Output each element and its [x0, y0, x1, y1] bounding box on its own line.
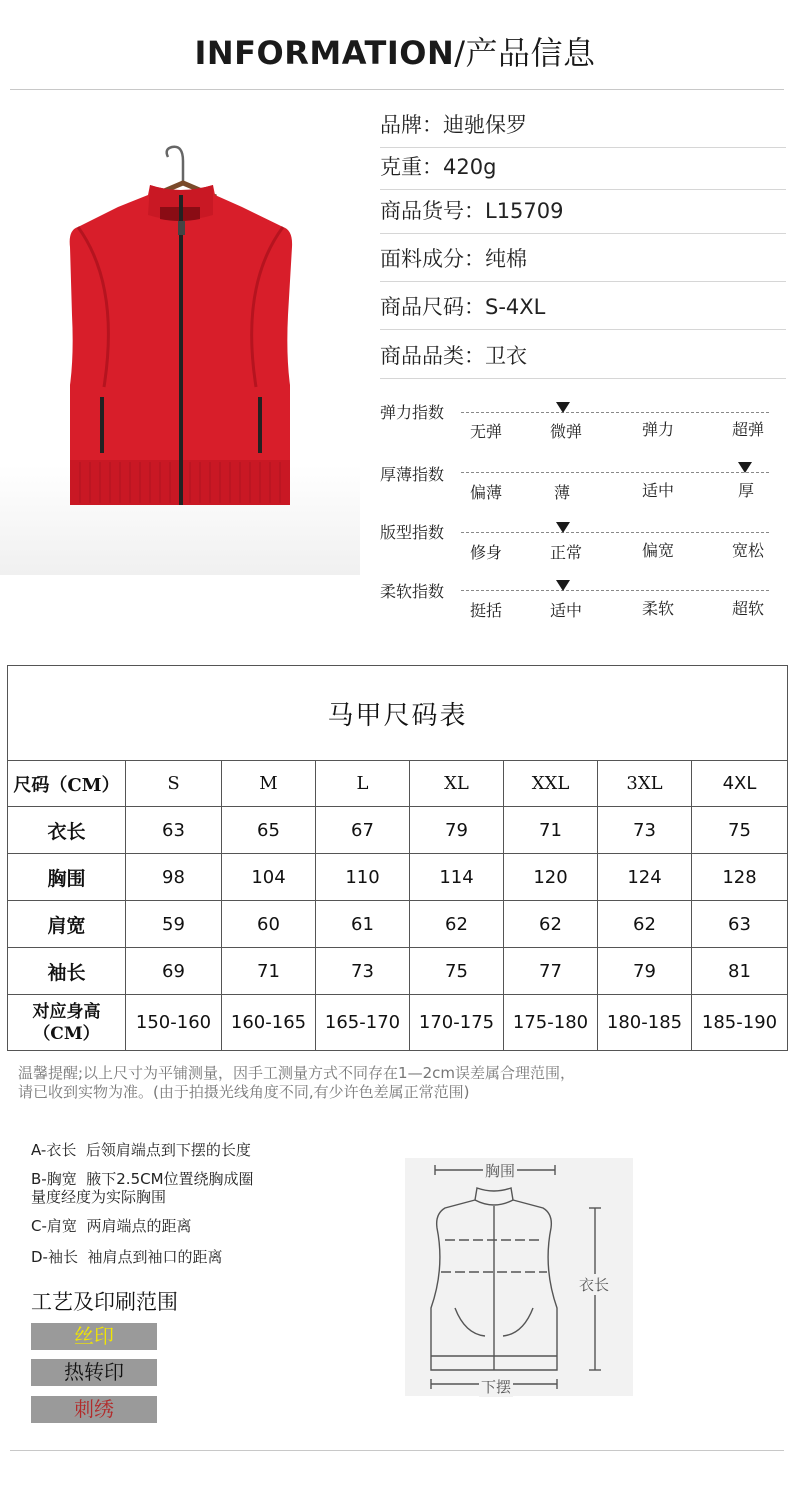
index-line-thickness: [461, 472, 769, 473]
header-cell: M: [222, 761, 316, 807]
table-cell: 79: [410, 807, 504, 854]
page-title-cn: /产品信息: [454, 34, 596, 72]
table-cell: 63: [692, 901, 788, 948]
index-option: 超弹: [731, 420, 764, 439]
header-cell: 尺码（CM）: [8, 761, 126, 807]
table-cell: 73: [598, 807, 692, 854]
table-cell: 67: [316, 807, 410, 854]
index-option-selected: 正常: [549, 543, 582, 562]
index-option: 弹力: [641, 420, 674, 439]
craft-heat-transfer: 热转印: [31, 1359, 157, 1386]
index-option: 偏薄: [469, 483, 502, 502]
table-cell: 73: [316, 948, 410, 995]
header-cell: 4XL: [692, 761, 788, 807]
info-sku: 商品货号：L15709: [380, 186, 786, 234]
measure-item: D-袖长 袖肩点到袖口的距离: [31, 1248, 223, 1266]
index-option-selected: 微弹: [549, 422, 582, 441]
table-cell: 79: [598, 948, 692, 995]
row-label: 胸围: [8, 854, 126, 901]
header-cell: L: [316, 761, 410, 807]
table-cell: 180-185: [598, 995, 692, 1051]
index-line-softness: [461, 590, 769, 591]
index-line-fit: [461, 532, 769, 533]
vest-illustration: [0, 135, 360, 575]
index-option: 修身: [469, 543, 502, 562]
note-line: 温馨提醒;以上尺寸为平铺测量，因手工测量方式不同存在1—2cm误差属合理范围，: [18, 1064, 576, 1082]
footer-divider: [10, 1450, 784, 1451]
diagram-label-length: 衣长: [579, 1276, 610, 1294]
info-material: 面料成分：纯棉: [380, 234, 786, 282]
size-table-caption: 马甲尺码表: [8, 666, 788, 761]
index-option: 柔软: [641, 599, 674, 618]
table-cell: 75: [410, 948, 504, 995]
diagram-label-hem: 下摆: [481, 1378, 512, 1396]
table-cell: 98: [126, 854, 222, 901]
table-cell: 185-190: [692, 995, 788, 1051]
size-table: [7, 665, 788, 1051]
table-row: [8, 948, 788, 995]
index-marker-fit: [556, 522, 570, 533]
measure-item: C-肩宽 两肩端点的距离: [31, 1217, 192, 1235]
header-cell: XL: [410, 761, 504, 807]
index-option: 无弹: [469, 422, 502, 441]
info-size-range: 商品尺码：S-4XL: [380, 282, 786, 330]
header-cell: XXL: [504, 761, 598, 807]
index-option: 薄: [553, 483, 570, 502]
header-divider: [10, 89, 784, 90]
craft-silk-print: 丝印: [31, 1323, 157, 1350]
page-title-en: INFORMATION: [194, 34, 455, 72]
index-option-selected: 适中: [549, 601, 582, 620]
info-category: 商品品类：卫衣: [380, 331, 786, 379]
craft-embroidery: 刺绣: [31, 1396, 157, 1423]
diagram-label-chest: 胸围: [485, 1162, 516, 1180]
table-row: [8, 807, 788, 854]
table-cell: 61: [316, 901, 410, 948]
table-cell: 114: [410, 854, 504, 901]
table-cell: 69: [126, 948, 222, 995]
index-option: 适中: [641, 481, 674, 500]
table-row: [8, 901, 788, 948]
note-line: 请已收到实物为准。(由于拍摄光线角度不同,有少许色差属正常范围): [18, 1083, 470, 1101]
index-label-elasticity: 弹力指数: [380, 403, 445, 422]
table-cell: 62: [410, 901, 504, 948]
row-label: 对应身高（CM）: [8, 995, 126, 1051]
table-cell: 110: [316, 854, 410, 901]
index-option: 超软: [731, 599, 764, 618]
row-label: 肩宽: [8, 901, 126, 948]
table-cell: 62: [598, 901, 692, 948]
measure-item: A-衣长 后领肩端点到下摆的长度: [31, 1141, 251, 1159]
table-cell: 81: [692, 948, 788, 995]
table-cell: 128: [692, 854, 788, 901]
table-cell: 63: [126, 807, 222, 854]
measure-item: B-胸宽 腋下2.5CM位置绕胸成圈 量度经度为实际胸围: [31, 1170, 254, 1206]
table-row: [8, 995, 788, 1051]
table-cell: 65: [222, 807, 316, 854]
table-cell: 71: [504, 807, 598, 854]
index-label-softness: 柔软指数: [380, 582, 445, 601]
table-row: [8, 854, 788, 901]
table-cell: 120: [504, 854, 598, 901]
index-marker-thickness: [738, 462, 752, 473]
row-label: 衣长: [8, 807, 126, 854]
table-cell: 75: [692, 807, 788, 854]
table-cell: 59: [126, 901, 222, 948]
index-line-elasticity: [461, 412, 769, 413]
index-option: 偏宽: [641, 541, 674, 560]
table-cell: 160-165: [222, 995, 316, 1051]
table-cell: 62: [504, 901, 598, 948]
index-marker-softness: [556, 580, 570, 591]
table-cell: 124: [598, 854, 692, 901]
table-cell: 175-180: [504, 995, 598, 1051]
measurement-diagram: [405, 1158, 633, 1396]
index-label-thickness: 厚薄指数: [380, 465, 445, 484]
header-cell: S: [126, 761, 222, 807]
index-option-selected: 厚: [737, 481, 754, 500]
table-cell: 150-160: [126, 995, 222, 1051]
table-cell: 60: [222, 901, 316, 948]
craft-title: 工艺及印刷范围: [31, 1290, 178, 1314]
index-marker-elasticity: [556, 402, 570, 413]
page-title: [0, 28, 790, 74]
table-cell: 77: [504, 948, 598, 995]
size-table-header: [8, 761, 788, 807]
row-label: 袖长: [8, 948, 126, 995]
index-option: 挺括: [469, 601, 502, 620]
table-cell: 104: [222, 854, 316, 901]
product-photo: [0, 135, 360, 575]
header-cell: 3XL: [598, 761, 692, 807]
table-cell: 165-170: [316, 995, 410, 1051]
info-weight: 克重：420g: [380, 142, 786, 190]
measurement-note: [18, 1064, 668, 1102]
info-brand: 品牌：迪驰保罗: [380, 100, 786, 148]
table-cell: 71: [222, 948, 316, 995]
index-label-fit: 版型指数: [380, 523, 445, 542]
index-option: 宽松: [731, 541, 764, 560]
table-cell: 170-175: [410, 995, 504, 1051]
